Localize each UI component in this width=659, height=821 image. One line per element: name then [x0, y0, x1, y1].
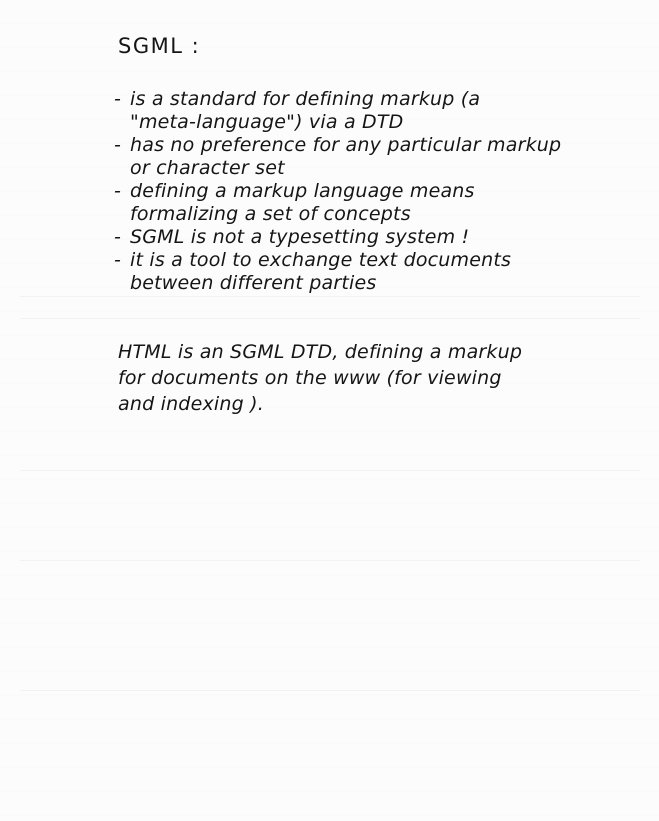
bullet-line: - SGML is not a typesetting system !: [130, 226, 470, 248]
page-title: SGML :: [118, 34, 201, 58]
paragraph-line: HTML is an SGML DTD, defining a markup: [118, 341, 523, 363]
scan-noise: [20, 470, 640, 471]
scan-noise: [20, 318, 640, 319]
paragraph-line: for documents on the www (for viewing: [118, 367, 502, 389]
scan-noise: [20, 296, 640, 297]
bullet-item: [112, 249, 561, 295]
bullet-item: [112, 226, 561, 249]
bullet-line: - it is a tool to exchange text documents: [130, 249, 512, 271]
paragraph-line: and indexing ).: [118, 393, 264, 415]
scan-noise: [20, 690, 640, 691]
bullet-line: - is a standard for defining markup (a: [130, 88, 481, 110]
html-paragraph: [118, 339, 522, 417]
bullet-line: formalizing a set of concepts: [130, 203, 411, 225]
bullet-item: [112, 134, 561, 180]
bullet-item: [112, 180, 561, 226]
scan-noise: [20, 560, 640, 561]
bullet-item: [112, 88, 561, 134]
bullet-line: or character set: [130, 157, 285, 179]
bullet-line: between different parties: [130, 272, 377, 294]
bullet-list: [112, 88, 561, 295]
bullet-line: "meta-language") via a DTD: [130, 111, 404, 133]
bullet-line: - has no preference for any particular markup: [130, 134, 562, 156]
bullet-line: - defining a markup language means: [130, 180, 475, 202]
